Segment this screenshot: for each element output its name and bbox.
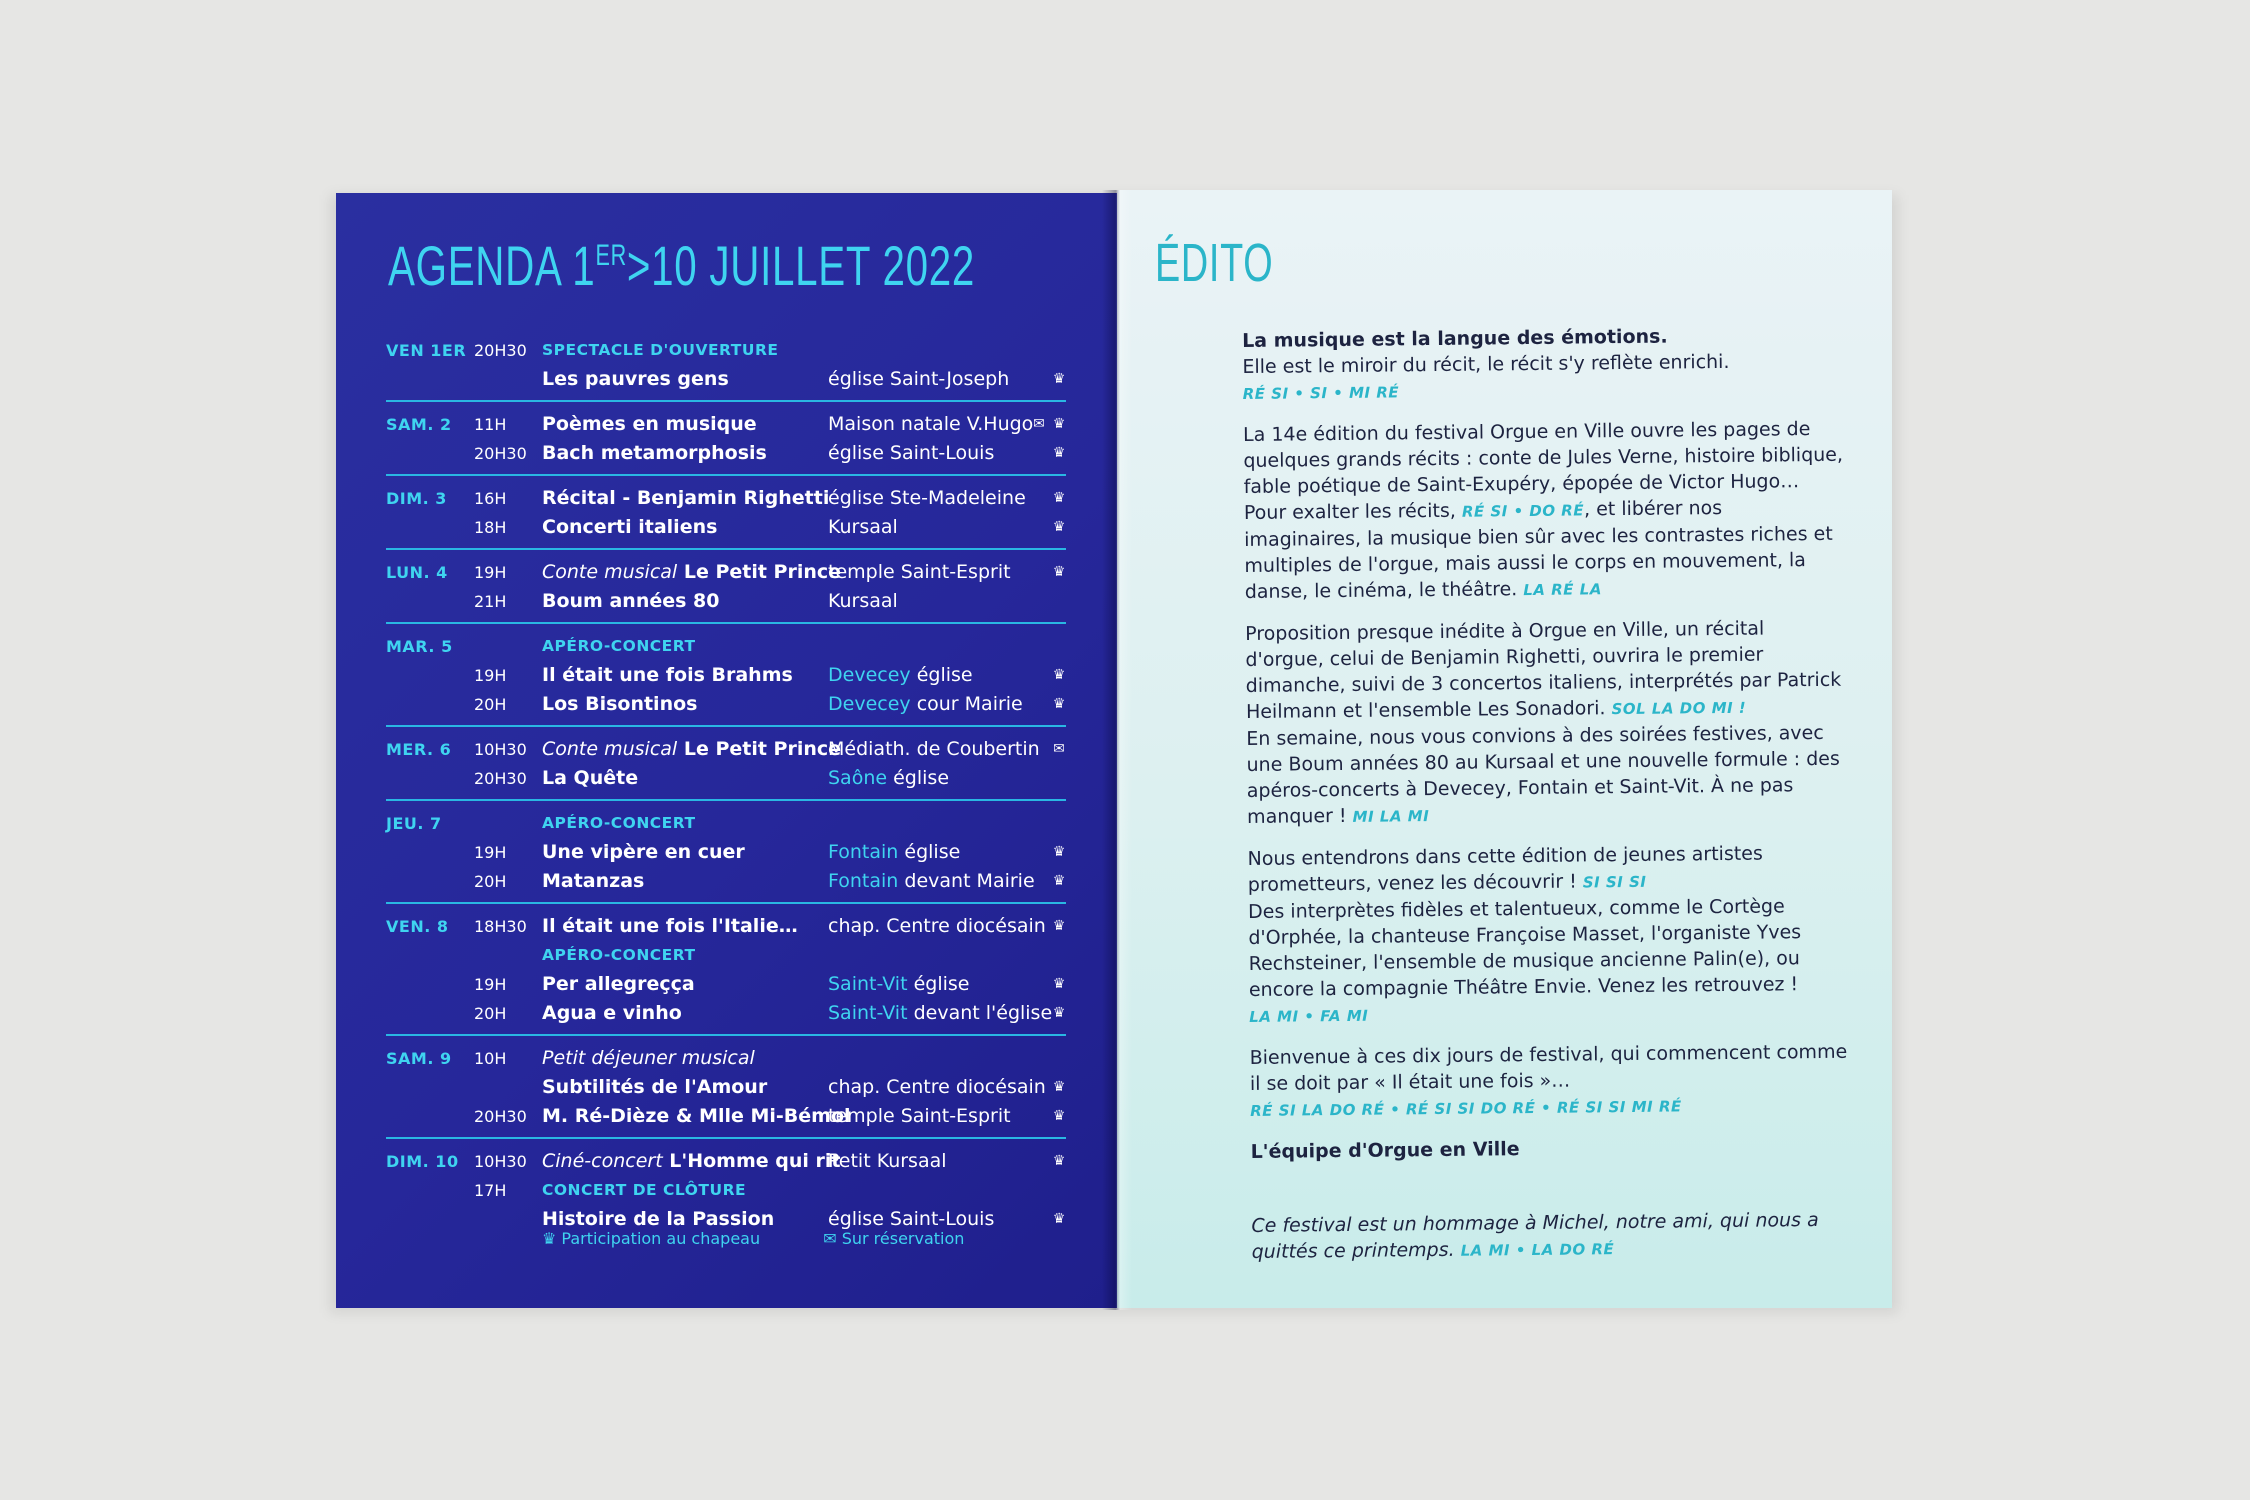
hat-icon: ♛ (1052, 918, 1066, 934)
agenda-event-line (386, 999, 1066, 1028)
event-place: chap. Centre diocésain (828, 915, 1046, 937)
agenda-day-label: VEN 1ER (386, 341, 467, 360)
event-title (542, 558, 841, 587)
hat-icon: ♛ (1052, 1211, 1066, 1227)
edito-title: ÉDITO (1155, 233, 1274, 293)
event-place: Médiath. de Coubertin (828, 738, 1040, 760)
legend-hat: ♛ Participation au chapeau (542, 1229, 761, 1248)
event-name: Il était une fois l'Italie… (542, 915, 798, 937)
event-name: CONCERT DE CLÔTURE (542, 1181, 747, 1199)
event-place: église (913, 973, 970, 995)
hat-icon: ♛ (1052, 416, 1066, 432)
agenda-event-line (386, 365, 1066, 394)
agenda-event-line (386, 735, 1066, 764)
event-name: Per allegreçça (542, 973, 695, 995)
agenda-day (386, 624, 1066, 727)
event-name: SPECTACLE D'OUVERTURE (542, 341, 779, 359)
agenda-event-line (386, 336, 1066, 365)
event-time: 19H (474, 843, 507, 862)
event-place: Kursaal (828, 516, 898, 538)
event-venue (828, 365, 1009, 394)
agenda-list (386, 328, 1066, 1240)
event-title (542, 838, 745, 867)
event-venue (828, 513, 898, 542)
event-place: Petit Kursaal (828, 1150, 947, 1172)
event-time: 20H30 (474, 769, 527, 788)
agenda-day-label: LUN. 4 (386, 563, 448, 582)
event-name: APÉRO-CONCERT (542, 814, 696, 832)
agenda-title: AGENDA 1ER>10 JUILLET 2022 (388, 234, 976, 297)
event-name: Agua e vinho (542, 1002, 682, 1024)
event-name: APÉRO-CONCERT (542, 637, 696, 655)
agenda-event-line (386, 970, 1066, 999)
event-title (542, 867, 644, 896)
event-genre: Petit déjeuner musical (542, 1047, 755, 1069)
agenda-event-line (386, 1147, 1066, 1176)
event-place: devant l'église (913, 1002, 1053, 1024)
event-time: 16H (474, 489, 507, 508)
agenda-event-line (386, 1044, 1066, 1073)
event-title (542, 1044, 755, 1073)
edito-page (1117, 190, 1892, 1308)
event-town: Saône (828, 767, 888, 789)
event-title (542, 970, 695, 999)
hat-icon: ♛ (1052, 1005, 1066, 1021)
hat-icon: ♛ (1052, 667, 1066, 683)
event-venue (828, 912, 1046, 941)
hat-icon: ♛ (1052, 490, 1066, 506)
event-title (542, 587, 720, 616)
event-category (542, 809, 696, 838)
event-name: Une vipère en cuer (542, 841, 745, 863)
event-name: APÉRO-CONCERT (542, 946, 696, 964)
event-venue (828, 735, 1040, 764)
agenda-day (386, 904, 1066, 1036)
event-name: L'Homme qui rit (669, 1150, 841, 1172)
event-town: Saint-Vit (828, 973, 908, 995)
booklet-gutter (1102, 190, 1132, 1310)
event-title (542, 764, 638, 793)
event-name: Récital - Benjamin Righetti (542, 487, 830, 509)
agenda-day (386, 1036, 1066, 1139)
event-time: 10H (474, 1049, 507, 1068)
agenda-day (386, 402, 1066, 476)
event-title (542, 513, 717, 542)
event-place: église Saint-Joseph (828, 368, 1010, 390)
event-venue (828, 1073, 1046, 1102)
event-time: 20H (474, 1004, 507, 1023)
event-genre: Conte musical (542, 561, 678, 583)
event-name: Subtilités de l'Amour (542, 1076, 768, 1098)
event-name: Il était une fois Brahms (542, 664, 793, 686)
event-title (542, 439, 767, 468)
event-place: église Ste-Madeleine (828, 487, 1026, 509)
edito-hommage: Ce festival est un hommage à Michel, notre ami, qui nous a quittés ce printemps. LA MI • LA DO RÉ (1251, 1209, 1819, 1263)
event-category (542, 632, 696, 661)
hat-icon: ♛ (1052, 1079, 1066, 1095)
event-name: M. Ré-Dièze & Mlle Mi-Bémol (542, 1105, 851, 1127)
event-name: Le Petit Prince (683, 738, 842, 760)
event-title (542, 999, 682, 1028)
event-title (542, 410, 757, 439)
event-time: 20H30 (474, 444, 527, 463)
agenda-day-label: JEU. 7 (386, 814, 442, 833)
event-name: Concerti italiens (542, 516, 718, 538)
event-title (542, 735, 841, 764)
event-title (542, 484, 829, 513)
agenda-event-line (386, 587, 1066, 616)
event-title (542, 1073, 767, 1102)
legend-reservation: ✉ Sur réservation (823, 1229, 965, 1248)
hat-icon: ♛ (1052, 844, 1066, 860)
agenda-day-label: SAM. 9 (386, 1049, 452, 1068)
event-name: Les pauvres gens (542, 368, 729, 390)
event-venue (828, 484, 1026, 513)
event-place: église (893, 767, 950, 789)
hat-icon: ♛ (1052, 445, 1066, 461)
agenda-day-label: SAM. 2 (386, 415, 452, 434)
event-time: 10H30 (474, 1152, 527, 1171)
event-venue (828, 439, 994, 468)
agenda-event-line (386, 867, 1066, 896)
event-name: Le Petit Prince (683, 561, 842, 583)
event-place: église Saint-Louis (828, 1208, 995, 1230)
event-venue (828, 764, 949, 793)
event-time: 18H30 (474, 917, 527, 936)
agenda-event-line (386, 558, 1066, 587)
event-name: Bach metamorphosis (542, 442, 767, 464)
event-time: 19H (474, 975, 507, 994)
event-time: 19H (474, 563, 507, 582)
hat-icon: ♛ (1052, 564, 1066, 580)
hat-icon: ♛ (1052, 696, 1066, 712)
event-time: 19H (474, 666, 507, 685)
event-town: Saint-Vit (828, 1002, 908, 1024)
edito-paragraph-2: La 14e édition du festival Orgue en Ville ouvre les pages de quelques grands récits : conte de Jules Verne, histoire biblique, fable poétique de Saint-Exupéry, épopée de Victor Hugo… Pour exalter les récits, RÉ SI • DO RÉ, et libérer nos imaginaires, la musique bien sûr avec les contrastes riches et multiples de l'orgue, mais aussi le corps en mouvement, la danse, le cinéma, le théâtre. LA RÉ LA (1243, 418, 1844, 603)
agenda-event-line (386, 439, 1066, 468)
event-venue (828, 690, 1023, 719)
agenda-event-line (386, 661, 1066, 690)
event-place: devant Mairie (904, 870, 1035, 892)
agenda-day (386, 476, 1066, 550)
event-title (542, 661, 793, 690)
event-town: Fontain (828, 870, 899, 892)
event-town: Devecey (828, 693, 911, 715)
event-name: Histoire de la Passion (542, 1208, 775, 1230)
agenda-page (336, 193, 1117, 1308)
event-place: église (916, 664, 973, 686)
event-name: La Quête (542, 767, 639, 789)
agenda-event-line (386, 632, 1066, 661)
agenda-event-line (386, 764, 1066, 793)
edito-paragraph-4: Nous entendrons dans cette édition de jeunes artistes prometteurs, venez les découvrir ! SI SI SI Des interprètes fidèles et talentueux, comme le Cortège d'Orphée, la chanteuse Françoise Masset, l'organiste Yves Rechsteiner, l'ensemble de musique ancienne Palin(e), ou encore la compagnie Théâtre Envie. Venez les retrouvez ! LA MI • FA MI (1247, 842, 1802, 1026)
agenda-day (386, 550, 1066, 624)
event-venue (828, 558, 1011, 587)
hat-icon: ♛ (1052, 519, 1066, 535)
event-place: cour Mairie (916, 693, 1023, 715)
event-name: Los Bisontinos (542, 693, 698, 715)
event-title (542, 365, 729, 394)
agenda-day (386, 801, 1066, 904)
event-genre: Conte musical (542, 738, 678, 760)
event-time: 18H (474, 518, 507, 537)
event-venue (828, 838, 960, 867)
event-time: 20H (474, 695, 507, 714)
hat-icon: ♛ (1052, 371, 1066, 387)
event-place: église Saint-Louis (828, 442, 995, 464)
hat-icon: ♛ (1052, 976, 1066, 992)
event-venue (828, 587, 898, 616)
agenda-event-line (386, 484, 1066, 513)
agenda-event-line (386, 690, 1066, 719)
agenda-day-label: MAR. 5 (386, 637, 453, 656)
agenda-event-line (386, 410, 1066, 439)
event-venue (828, 970, 969, 999)
event-category (542, 941, 696, 970)
agenda-event-line (386, 1073, 1066, 1102)
agenda-day (386, 1139, 1066, 1240)
event-venue (828, 410, 1033, 439)
event-place: chap. Centre diocésain (828, 1076, 1046, 1098)
agenda-event-line (386, 1176, 1066, 1205)
agenda-day-label: VEN. 8 (386, 917, 449, 936)
event-name: Matanzas (542, 870, 645, 892)
event-time: 20H30 (474, 1107, 527, 1126)
event-place: église (904, 841, 961, 863)
event-place: temple Saint-Esprit (828, 1105, 1011, 1127)
event-venue (828, 661, 973, 690)
reservation-icon: ✉ (1033, 416, 1045, 432)
edito-paragraph-3: Proposition presque inédite à Orgue en Ville, un récital d'orgue, celui de Benjamin Righetti, ouvrira le premier dimanche, suivi de 3 concertos italiens, interprétés par Patrick Heilmann et l'ensemble Les Sonadori. SOL LA DO MI ! En semaine, nous vous convions à des soirées festives, avec une Boum années 80 au Kursaal et une nouvelle formule : des apéros-concerts à Devecey, Fontain et Saint-Vit. À ne pas manquer ! MI LA MI (1245, 617, 1842, 828)
event-time: 17H (474, 1181, 507, 1200)
edito-paragraph-5: Bienvenue à ces dix jours de festival, qui commencent comme il se doit par « Il était une fois »… RÉ SI LA DO RÉ • RÉ SI SI DO RÉ • RÉ SI SI MI RÉ (1249, 1040, 1848, 1120)
event-place: Kursaal (828, 590, 898, 612)
agenda-event-line (386, 941, 1066, 970)
event-venue (828, 1147, 947, 1176)
agenda-day (386, 328, 1066, 402)
agenda-day-label: DIM. 3 (386, 489, 447, 508)
edito-text (1242, 322, 1852, 1281)
event-place: Maison natale V.Hugo (828, 413, 1034, 435)
edito-signature: L'équipe d'Orgue en Ville (1250, 1138, 1520, 1163)
agenda-legend (542, 1229, 1022, 1248)
event-time: 20H (474, 872, 507, 891)
event-venue (828, 999, 1052, 1028)
agenda-day (386, 727, 1066, 801)
event-category (542, 336, 778, 365)
event-town: Devecey (828, 664, 911, 686)
agenda-day-label: MER. 6 (386, 740, 452, 759)
event-name: Poèmes en musique (542, 413, 757, 435)
event-category (542, 1176, 746, 1205)
agenda-day-label: DIM. 10 (386, 1152, 459, 1171)
event-title (542, 1147, 840, 1176)
agenda-event-line (386, 809, 1066, 838)
event-time: 10H30 (474, 740, 527, 759)
edito-paragraph-1: La musique est la langue des émotions. Elle est le miroir du récit, le récit s'y reflète enrichi. RÉ SI • SI • MI RÉ (1242, 325, 1730, 403)
event-title (542, 912, 798, 941)
event-time: 11H (474, 415, 507, 434)
hat-icon: ♛ (1052, 1108, 1066, 1124)
agenda-event-line (386, 513, 1066, 542)
event-title (542, 1102, 851, 1131)
agenda-event-line (386, 838, 1066, 867)
event-venue (828, 1102, 1011, 1131)
event-genre: Ciné-concert (542, 1150, 663, 1172)
event-venue (828, 867, 1035, 896)
event-time: 20H30 (474, 341, 527, 360)
agenda-event-line (386, 912, 1066, 941)
event-time: 21H (474, 592, 507, 611)
agenda-event-line (386, 1102, 1066, 1131)
event-name: Boum années 80 (542, 590, 720, 612)
hat-icon: ♛ (1052, 873, 1066, 889)
hat-icon: ♛ (1052, 1153, 1066, 1169)
event-town: Fontain (828, 841, 899, 863)
event-place: temple Saint-Esprit (828, 561, 1011, 583)
event-title (542, 690, 697, 719)
reservation-icon: ✉ (1053, 741, 1065, 757)
